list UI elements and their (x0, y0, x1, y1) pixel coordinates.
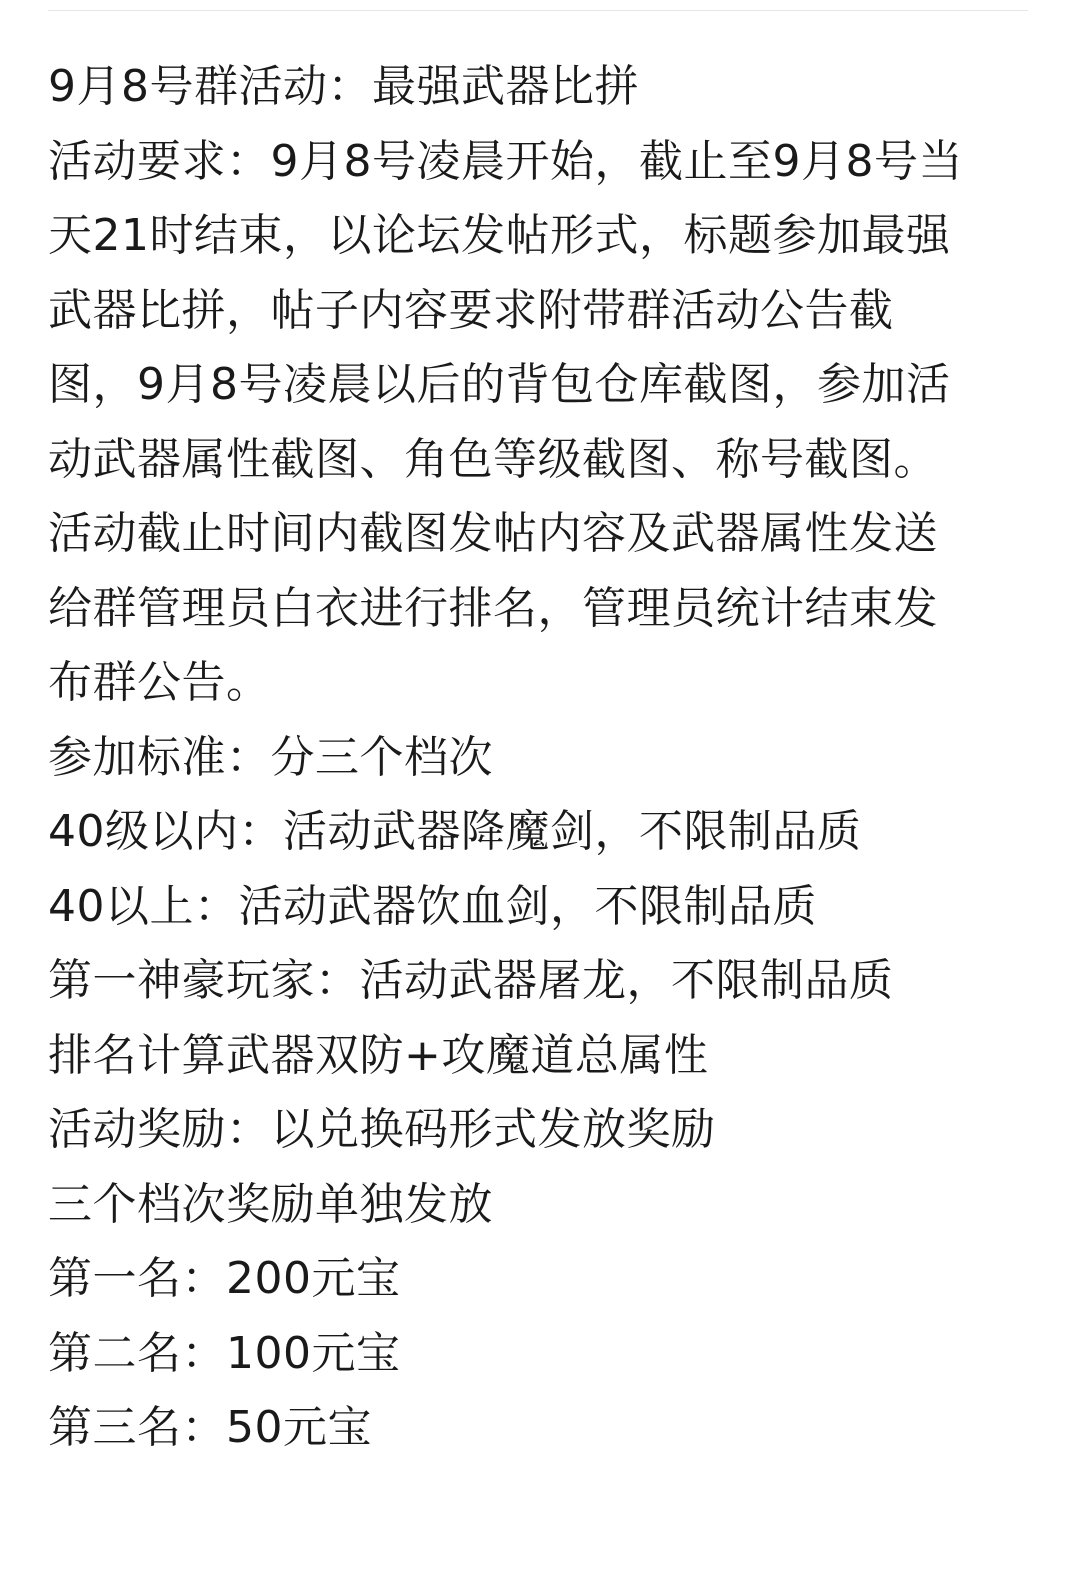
top-divider (48, 10, 1028, 11)
post-line-prize-second: 第二名：100元宝 (48, 1327, 401, 1379)
post-line-rewards-note: 三个档次奖励单独发放 (48, 1178, 493, 1230)
post-line-requirements-3: 武器比拼，帖子内容要求附带群活动公告截 (48, 284, 894, 336)
post-line-standard: 参加标准：分三个档次 (48, 731, 493, 783)
post-line-tier-2: 40以上：活动武器饮血剑，不限制品质 (48, 880, 817, 932)
post-line-requirements-7: 给群管理员白衣进行排名，管理员统计结束发 (48, 582, 938, 634)
post-line-rewards: 活动奖励：以兑换码形式发放奖励 (48, 1104, 716, 1155)
post-line-requirements-8: 布群公告。 (48, 657, 271, 708)
post-body (48, 50, 1028, 1466)
post-line-requirements-1: 活动要求：9月8号凌晨开始，截止至9月8号当 (48, 135, 963, 187)
post-line-ranking-rule: 排名计算武器双防+攻魔道总属性 (48, 1029, 709, 1081)
post-title: 9月8号群活动：最强武器比拼 (48, 61, 639, 112)
post-line-requirements-6: 活动截止时间内截图发帖内容及武器属性发送 (48, 508, 938, 559)
post-line-requirements-4: 图，9月8号凌晨以后的背包仓库截图，参加活 (48, 359, 951, 410)
post-line-tier-1: 40级以内：活动武器降魔剑，不限制品质 (48, 806, 862, 857)
post-line-tier-3: 第一神豪玩家：活动武器屠龙，不限制品质 (48, 955, 894, 1006)
post-line-requirements-2: 天21时结束，以论坛发帖形式，标题参加最强 (48, 210, 951, 261)
post-line-prize-first: 第一名：200元宝 (48, 1253, 401, 1304)
post-line-prize-third: 第三名：50元宝 (48, 1402, 372, 1453)
post-line-requirements-5: 动武器属性截图、角色等级截图、称号截图。 (48, 433, 938, 485)
